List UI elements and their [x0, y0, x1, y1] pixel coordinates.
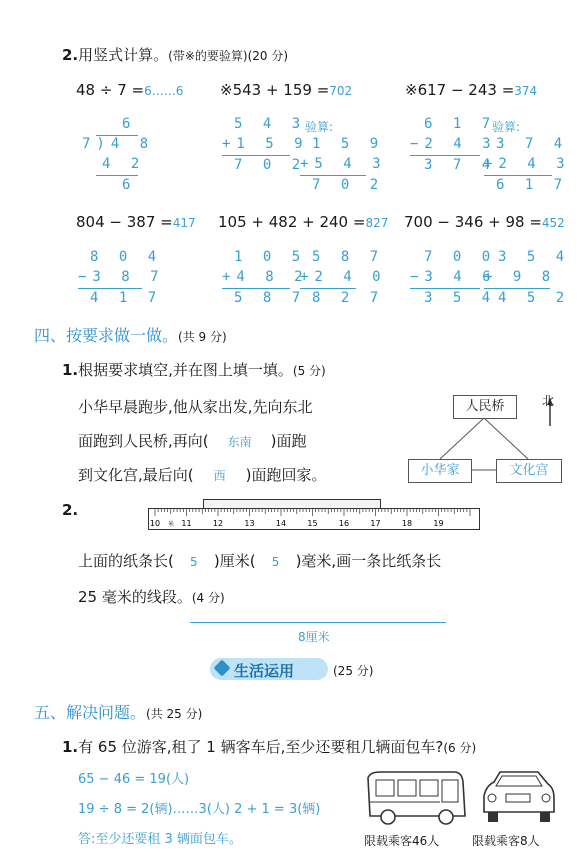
calc-line: 7)4 8: [82, 136, 155, 152]
calc-line: 5 8 7: [234, 290, 307, 306]
answer-direction-2: 西: [213, 469, 226, 483]
calc-line: 8 0 4: [90, 249, 163, 265]
s4-q2-line2: [78, 586, 225, 607]
calc-line: 4 5 2: [498, 290, 571, 306]
s4-q2-line1: [78, 550, 441, 571]
problem-3: [405, 81, 537, 99]
banner-label: 生活运用: [234, 662, 295, 680]
ruler-label: 18: [401, 519, 413, 528]
calc-line: 7 0 2: [312, 177, 385, 193]
map-node-palace: 文化宫: [496, 459, 562, 483]
text: )毫米,画一条比纸条长: [295, 552, 442, 570]
calc-line: 8 2 7: [312, 290, 385, 306]
answer-mm: 5: [271, 555, 280, 569]
north-label: 北: [542, 394, 555, 408]
calc-line: +5 4 3: [300, 156, 387, 172]
text: 到文化宫,最后向(: [78, 466, 194, 484]
calc-line: −3 4 6: [410, 269, 497, 285]
section5-score: (共 25 分): [146, 707, 203, 721]
problem-expr: 700 − 346 + 98 =: [404, 213, 542, 231]
section4-heading: [34, 323, 227, 346]
problem-4: [76, 213, 196, 231]
problem-2: [220, 81, 352, 99]
problem-expr: 105 + 482 + 240 =: [218, 213, 366, 231]
problem-expr: 48 ÷ 7 =: [76, 81, 145, 99]
ruler-label: 19: [433, 519, 444, 528]
calc-line: 3 7 4: [496, 136, 569, 152]
cube-icon: [214, 660, 231, 677]
s5-q1-text: 有 65 位游客,租了 1 辆客车后,至少还要租几辆面包车?: [78, 738, 444, 756]
ruler-label: 14: [275, 519, 287, 528]
van-illustration: [478, 768, 558, 828]
q2-note: (带※的要验算)(20 分): [168, 49, 289, 63]
text: )面跑回家。: [245, 466, 327, 484]
segment-label: 8厘米: [298, 630, 330, 644]
q2-title: 用竖式计算。: [78, 46, 169, 64]
s5-q1-header: [62, 736, 476, 757]
calc-line: 3 7 4: [424, 157, 497, 173]
problem-answer: 452: [541, 216, 565, 230]
work-line-3: 答:至少还要租 3 辆面包车。: [78, 832, 242, 847]
calc-line: 4 2: [102, 156, 146, 172]
ruler-label: 12: [212, 519, 224, 528]
s4-q1-line2: [78, 430, 306, 451]
problem-answer: 374: [514, 84, 538, 98]
text: )厘米(: [213, 552, 256, 570]
calc-line: 5 4 3: [234, 116, 307, 132]
problem-answer: 702: [329, 84, 353, 98]
calc-line: 6 1 7: [496, 177, 569, 193]
s4-q2-score: (4 分): [191, 591, 225, 605]
ruler-label: 15: [307, 519, 318, 528]
map-node-bridge: 人民桥: [453, 395, 517, 419]
s5-q1-number: 1.: [62, 738, 79, 756]
problem-answer: 6……6: [144, 84, 184, 98]
calc-line: 3 5 4: [424, 290, 497, 306]
check-label: 验算:: [305, 120, 334, 134]
calc-line: −2 4 3: [410, 136, 497, 152]
q2-header: [62, 44, 288, 65]
problem-expr: ※543 + 159 =: [220, 81, 330, 99]
s4-q1-line1: 小华早晨跑步,他从家出发,先向东北: [78, 398, 313, 416]
calc-line: +1 5 9: [222, 136, 309, 152]
problem-expr: 804 − 387 =: [76, 213, 173, 231]
ruler-ticks: [149, 509, 479, 529]
answer-cm: 5: [190, 555, 198, 569]
ruler-label: 17: [370, 519, 381, 528]
ruler-unit: 米: [168, 521, 175, 528]
map-node-home: 小华家: [408, 459, 472, 483]
text: 上面的纸条长(: [78, 552, 174, 570]
section4-score: (共 9 分): [178, 330, 227, 344]
s4-q2-number: 2.: [62, 501, 79, 519]
section4-title: 四、按要求做一做。: [34, 326, 179, 345]
calc-line: +2 4 0: [300, 269, 387, 285]
calc-line: 1 5 9: [312, 136, 385, 152]
problem-expr: ※617 − 243 =: [405, 81, 515, 99]
calc-line: 6: [122, 177, 137, 193]
problem-1: [76, 81, 183, 99]
calc-line: −3 8 7: [78, 269, 165, 285]
calc-line: 7 0 0: [424, 249, 497, 265]
drawn-segment: [190, 622, 446, 623]
s4-q1-number: 1.: [62, 361, 79, 379]
problem-5: [218, 213, 388, 231]
calc-line: + 9 8: [484, 269, 557, 285]
section5-title: 五、解决问题。: [34, 703, 147, 722]
bus-caption: 限载乘客46人: [364, 834, 440, 848]
calc-line: 5 8 7: [312, 249, 385, 265]
ruler: [148, 508, 480, 530]
calc-line: 1 0 5: [234, 249, 307, 265]
problem-answer: 827: [365, 216, 389, 230]
calc-line: 3 5 4: [498, 249, 571, 265]
calc-line: 6: [122, 116, 137, 132]
text: )面跑: [270, 432, 307, 450]
calc-line: 6 1 7: [424, 116, 497, 132]
ruler-label: 11: [181, 519, 192, 528]
calc-line: +4 8 2: [222, 269, 309, 285]
s4-q1-score: (5 分): [292, 364, 326, 378]
answer-direction-1: 东南: [227, 435, 252, 449]
van-caption: 限载乘客8人: [472, 834, 540, 848]
ruler-label: 13: [244, 519, 255, 528]
ruler-label: 16: [338, 519, 350, 528]
banner-score: (25 分): [333, 664, 374, 678]
text: 面跑到人民桥,再向(: [78, 432, 209, 450]
calc-line: +2 4 3: [484, 156, 571, 172]
bus-illustration: [362, 768, 468, 828]
problem-6: [404, 213, 565, 231]
text: 25 毫米的线段。: [78, 588, 192, 606]
s4-q1-line3: [78, 464, 326, 485]
s4-q1-title: 根据要求填空,并在图上填一填。: [78, 361, 293, 379]
calc-line: 7 0 2: [234, 157, 307, 173]
problem-answer: 417: [172, 216, 196, 230]
s5-q1-score: (6 分): [443, 741, 477, 755]
s4-q1-header: [62, 359, 326, 380]
calc-line: 4 1 7: [90, 290, 163, 306]
q2-number: 2.: [62, 46, 79, 64]
work-line-2: 19 ÷ 8 = 2(辆)……3(人) 2 + 1 = 3(辆): [78, 802, 321, 817]
banner-badge: [210, 658, 328, 680]
ruler-label: 10: [149, 519, 161, 528]
section5-heading: [34, 700, 202, 723]
check-label: 验算:: [492, 120, 521, 134]
work-line-1: 65 − 46 = 19(人): [78, 772, 190, 787]
